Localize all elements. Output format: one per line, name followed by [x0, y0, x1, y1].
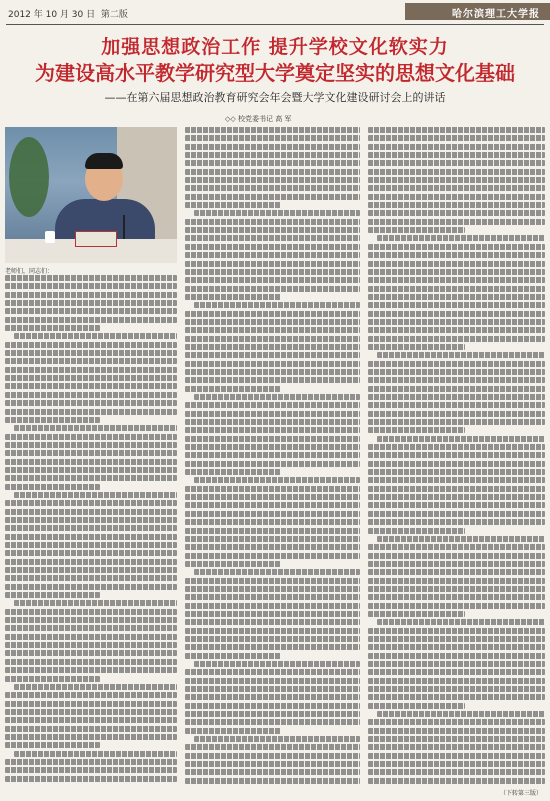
text-line: [14, 425, 177, 431]
text-line: [185, 386, 281, 392]
text-line: [368, 361, 545, 367]
text-line: [5, 509, 177, 515]
text-line: [368, 386, 545, 392]
text-line: [368, 227, 465, 233]
text-line: [377, 436, 545, 442]
text-line: [185, 511, 360, 517]
text-line: [5, 734, 177, 740]
issue-date: 2012 年 10 月 30 日 第二版: [8, 10, 128, 20]
text-line: [185, 411, 360, 417]
text-line: [368, 544, 545, 550]
text-line: [5, 392, 177, 398]
text-line: [377, 352, 545, 358]
text-line: [14, 333, 177, 339]
text-line: [5, 634, 177, 640]
text-line: [185, 152, 360, 158]
text-line: [5, 567, 177, 573]
text-line: [368, 678, 545, 684]
text-line: [185, 319, 360, 325]
text-line: [368, 127, 545, 133]
text-line: [5, 317, 177, 323]
text-line: [368, 703, 465, 709]
text-line: [185, 227, 360, 233]
text-line: [185, 194, 360, 200]
text-line: [368, 302, 545, 308]
text-line: [368, 528, 465, 534]
text-line: [194, 210, 360, 216]
text-line: [368, 486, 545, 492]
text-line: [368, 135, 545, 141]
text-line: [185, 561, 281, 567]
speaker-photo: [5, 127, 177, 263]
text-line: [185, 261, 360, 267]
text-line: [5, 308, 177, 314]
text-line: [368, 736, 545, 742]
text-line: [5, 592, 100, 598]
text-line: [5, 459, 177, 465]
text-line: [377, 235, 545, 241]
text-line: [368, 319, 545, 325]
text-line: [5, 300, 177, 306]
text-line: [185, 636, 360, 642]
header-rule: [6, 24, 544, 25]
text-line: [185, 728, 281, 734]
text-line: [185, 611, 360, 617]
text-line: [368, 469, 545, 475]
text-line: [368, 594, 545, 600]
text-line: [185, 177, 360, 183]
text-line: [185, 486, 360, 492]
text-line: [185, 144, 360, 150]
text-line: [185, 778, 360, 784]
text-line: [5, 575, 177, 581]
text-line: [5, 550, 177, 556]
text-line: [5, 275, 177, 281]
text-line: [5, 375, 177, 381]
text-line: [368, 644, 545, 650]
text-line: [185, 586, 360, 592]
text-line: [368, 394, 545, 400]
text-line: [368, 753, 545, 759]
text-line: [368, 761, 545, 767]
text-line: [368, 511, 545, 517]
text-line: [185, 369, 360, 375]
text-line: [368, 461, 545, 467]
text-line: [5, 342, 177, 348]
text-line: [185, 344, 360, 350]
headline-subtitle: ——在第六届思想政治教育研究会年会暨大学文化建设研讨会上的讲话: [104, 91, 446, 104]
body-column-3: [368, 127, 545, 787]
text-line: [368, 636, 545, 642]
text-line: [368, 336, 545, 342]
text-line: [368, 686, 545, 692]
text-line: [5, 559, 177, 565]
text-line: [5, 667, 177, 673]
byline: ◇◇ 校党委书记 高 军: [225, 115, 292, 123]
text-line: [185, 244, 360, 250]
text-line: [185, 336, 360, 342]
text-line: [5, 525, 177, 531]
text-line: [185, 160, 360, 166]
text-line: [5, 417, 100, 423]
text-line: [185, 536, 360, 542]
text-line: [5, 650, 177, 656]
text-line: [368, 244, 545, 250]
text-line: [5, 726, 177, 732]
text-line: [185, 361, 360, 367]
text-line: [14, 751, 177, 757]
text-line: [368, 769, 545, 775]
text-line: [377, 536, 545, 542]
text-line: [368, 202, 545, 208]
text-line: [185, 402, 360, 408]
text-line: [185, 235, 360, 241]
text-line: [368, 344, 465, 350]
text-line: [185, 753, 360, 759]
text-line: [368, 502, 545, 508]
text-line: [368, 269, 545, 275]
text-line: [185, 436, 360, 442]
text-line: [5, 475, 177, 481]
text-line: [5, 367, 177, 373]
continued-note: （下转第三版）: [499, 790, 542, 797]
text-line: [368, 219, 545, 225]
text-line: [368, 277, 545, 283]
text-line: [185, 219, 360, 225]
text-line: [185, 603, 360, 609]
text-line: [185, 528, 360, 534]
text-line: [5, 659, 177, 665]
text-line: [185, 494, 360, 500]
text-line: [185, 669, 360, 675]
text-line: [14, 684, 177, 690]
text-line: [194, 477, 360, 483]
text-line: [368, 603, 545, 609]
body-column-1: [5, 275, 177, 787]
text-line: [185, 544, 360, 550]
text-line: [5, 742, 100, 748]
text-line: [185, 553, 360, 559]
text-line: [5, 709, 177, 715]
text-line: [185, 311, 360, 317]
text-line: [5, 642, 177, 648]
text-line: [185, 469, 281, 475]
text-line: [368, 261, 545, 267]
text-line: [5, 517, 177, 523]
text-line: [368, 719, 545, 725]
text-line: [194, 569, 360, 575]
text-line: [368, 653, 545, 659]
text-line: [5, 325, 100, 331]
text-line: [194, 736, 360, 742]
text-line: [185, 444, 360, 450]
text-line: [194, 302, 360, 308]
text-line: [194, 661, 360, 667]
headline-line-1: 加强思想政治工作 提升学校文化软实力: [101, 36, 449, 58]
text-line: [5, 409, 177, 415]
text-line: [185, 461, 360, 467]
text-line: [368, 327, 545, 333]
text-line: [185, 719, 360, 725]
salutation: 老师们，同志们：: [5, 268, 54, 275]
text-line: [5, 676, 100, 682]
text-line: [185, 769, 360, 775]
text-line: [368, 152, 545, 158]
text-line: [185, 377, 360, 383]
text-line: [368, 419, 545, 425]
text-line: [185, 294, 281, 300]
headline-line-2: 为建设高水平教学研究型大学奠定坚实的思想文化基础: [35, 61, 515, 85]
text-line: [185, 628, 360, 634]
text-line: [185, 502, 360, 508]
text-line: [5, 467, 177, 473]
text-line: [5, 776, 177, 782]
text-line: [185, 694, 360, 700]
text-line: [185, 427, 360, 433]
text-line: [185, 185, 360, 191]
text-line: [185, 286, 360, 292]
text-line: [185, 761, 360, 767]
text-line: [368, 444, 545, 450]
text-line: [368, 477, 545, 483]
text-line: [185, 269, 360, 275]
text-line: [368, 569, 545, 575]
text-line: [185, 419, 360, 425]
text-line: [5, 609, 177, 615]
text-line: [5, 283, 177, 289]
text-line: [368, 494, 545, 500]
text-line: [185, 327, 360, 333]
text-line: [368, 452, 545, 458]
text-line: [368, 586, 545, 592]
newspaper-name: 哈尔滨理工大学报: [452, 9, 540, 20]
text-line: [185, 578, 360, 584]
text-line: [368, 210, 545, 216]
text-line: [368, 286, 545, 292]
text-line: [368, 561, 545, 567]
text-line: [185, 744, 360, 750]
text-line: [368, 194, 545, 200]
text-line: [368, 661, 545, 667]
text-line: [368, 744, 545, 750]
text-line: [185, 519, 360, 525]
text-line: [185, 653, 281, 659]
text-line: [185, 711, 360, 717]
text-line: [185, 135, 360, 141]
text-line: [5, 767, 177, 773]
text-line: [368, 728, 545, 734]
text-line: [185, 252, 360, 258]
text-line: [368, 160, 545, 166]
text-line: [5, 500, 177, 506]
page-number: 第二版: [100, 10, 128, 20]
page-header: [0, 0, 550, 22]
text-line: [194, 394, 360, 400]
text-line: [185, 127, 360, 133]
text-line: [5, 400, 177, 406]
text-line: [377, 619, 545, 625]
text-line: [5, 358, 177, 364]
text-line: [368, 377, 545, 383]
text-line: [368, 185, 545, 191]
text-line: [5, 717, 177, 723]
text-line: [368, 427, 465, 433]
text-line: [5, 617, 177, 623]
text-line: [5, 701, 177, 707]
text-line: [185, 594, 360, 600]
text-line: [368, 519, 545, 525]
text-line: [185, 202, 281, 208]
text-line: [5, 383, 177, 389]
text-line: [185, 169, 360, 175]
text-line: [14, 600, 177, 606]
text-line: [368, 578, 545, 584]
text-line: [5, 484, 100, 490]
text-line: [5, 759, 177, 765]
text-line: [368, 778, 545, 784]
text-line: [185, 644, 360, 650]
text-line: [5, 542, 177, 548]
text-line: [14, 492, 177, 498]
text-line: [185, 619, 360, 625]
text-line: [5, 584, 177, 590]
text-line: [368, 311, 545, 317]
text-line: [185, 352, 360, 358]
text-line: [5, 434, 177, 440]
text-line: [368, 252, 545, 258]
text-line: [5, 692, 177, 698]
text-line: [5, 450, 177, 456]
text-line: [368, 402, 545, 408]
text-line: [368, 611, 465, 617]
text-line: [368, 369, 545, 375]
text-line: [377, 711, 545, 717]
text-line: [185, 703, 360, 709]
text-line: [5, 534, 177, 540]
text-line: [5, 350, 177, 356]
text-line: [185, 277, 360, 283]
body-column-2: [185, 127, 360, 787]
text-line: [368, 694, 545, 700]
text-line: [368, 411, 545, 417]
text-line: [368, 169, 545, 175]
text-line: [368, 294, 545, 300]
text-line: [368, 669, 545, 675]
text-line: [5, 442, 177, 448]
text-line: [368, 628, 545, 634]
text-line: [185, 686, 360, 692]
text-line: [368, 553, 545, 559]
text-line: [368, 144, 545, 150]
text-line: [5, 292, 177, 298]
text-line: [185, 678, 360, 684]
text-line: [368, 177, 545, 183]
text-line: [5, 625, 177, 631]
text-line: [185, 452, 360, 458]
